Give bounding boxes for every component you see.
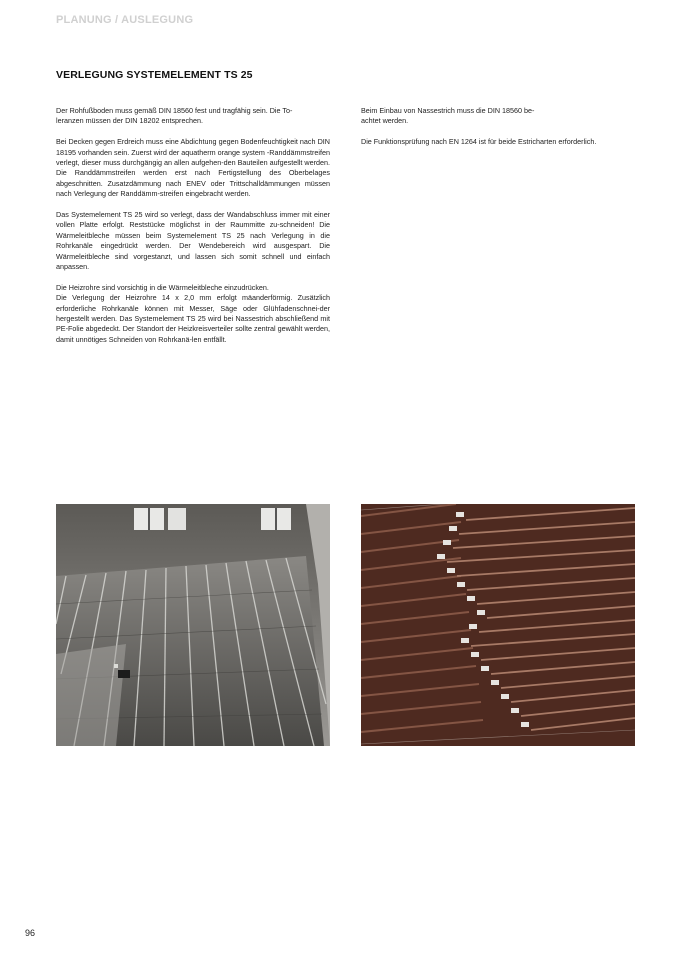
paragraph-edge-insulation: Bei Decken gegen Erdreich muss eine Abdichtung gegen Bodenfeuchtigkeit nach DIN 18195 vorhanden sein. Zuerst wird der aquatherm orange system -Randdämmstreifen verlegt, dieser muss durchgängig an allen aufgehen-den Bauteilen aufgestellt werden. Die Randdämmstreifen werden erst nach Fertigstellung des Oberbelages abgeschnitten. Zusatzdämmung nach ENEV oder Trittschalldämmungen müssen nach Verlegung der Randdämm-streifen eingebracht werden. <box>56 137 330 199</box>
room-floor-photo <box>56 504 330 746</box>
paragraph-function-test: Die Funktionsprüfung nach EN 1264 ist für beide Estricharten erforderlich. <box>361 137 597 147</box>
paragraph-panel-laying: Das Systemelement TS 25 wird so verlegt, dass der Wandabschluss immer mit einer vollen Platte erfolgt. Reststücke möglichst in der Raummitte zu-schneiden! Die Wärmeleitbleche müssen beim Systemelement TS 25 nach Verlegung in die Rohrkanäle eingedrückt werden. Der Wendebereich wird ausgespart. Die Wärmeleitbleche sind vorgestanzt, und lassen sich somit schnell und einfach anpassen. <box>56 210 330 272</box>
page-title: VERLEGUNG SYSTEMELEMENT TS 25 <box>56 69 253 81</box>
right-text-column <box>361 106 637 158</box>
page-number: 96 <box>25 928 36 938</box>
meander-pipe-photo <box>361 504 635 746</box>
left-text-column <box>56 106 330 356</box>
paragraph-wet-screed: Beim Einbau von Nassestrich muss die DIN 18560 be- achtet werden. <box>361 106 535 126</box>
paragraph-substrate: Der Rohfußboden muss gemäß DIN 18560 fest und tragfähig sein. Die To- leranzen müssen der DIN 18202 entsprechen. <box>56 106 293 126</box>
section-label: PLANUNG / AUSLEGUNG <box>56 14 194 26</box>
paragraph-pipe-pressing: Die Heizrohre sind vorsichtig in die Wärmeleitbleche einzudrücken. <box>56 282 269 292</box>
paragraph-pipe-laying: Die Verlegung der Heizrohre 14 x 2,0 mm erfolgt mäanderförmig. Zusätzlich erforderliche Rohrkanäle können mit Messer, Säge oder Glühfadenschnei-der hergestellt werden. Das Systemelement TS 25 wird bei Nassestrich abschließend mit PE-Folie abgedeckt. Der Standort der Heizkreisverteiler sollte zentral gewählt werden, damit unnötiges Schneiden von Rohrkanä-len entfällt. <box>56 293 330 344</box>
